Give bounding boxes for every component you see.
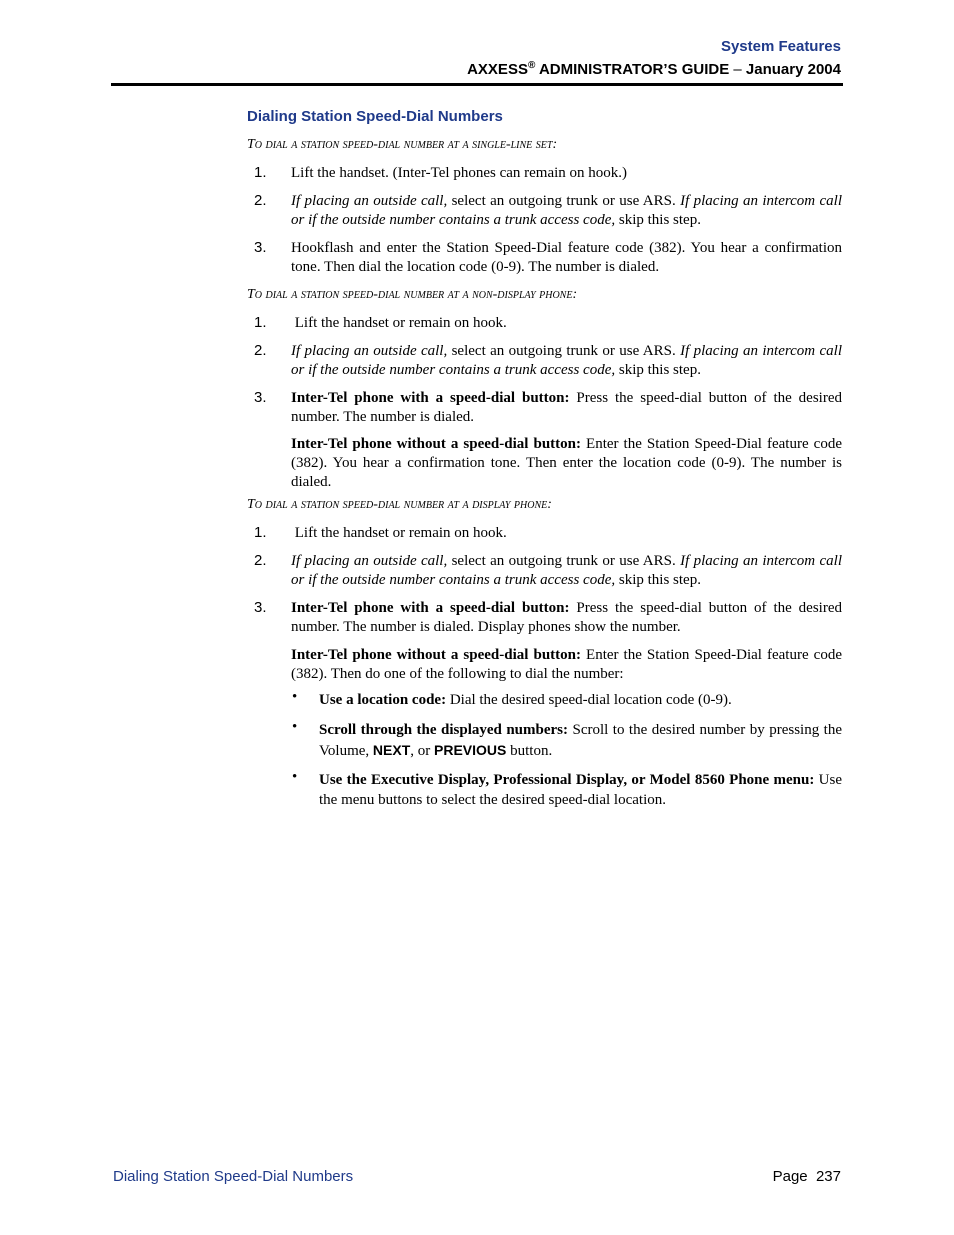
header-section: System Features (720, 38, 841, 55)
step-number: 3. (254, 389, 267, 406)
header-rule (111, 83, 843, 86)
bullet-icon: • (292, 719, 298, 735)
section-title: Dialing Station Speed-Dial Numbers (247, 108, 503, 125)
step-text: If placing an outside call, select an outgoing trunk or use ARS. If placing an intercom call or if the outside number contains a trunk access code, skip this step. (291, 343, 842, 378)
guide-dash: – (729, 61, 746, 78)
step-number: 1. (254, 524, 267, 541)
step-number: 2. (254, 552, 267, 569)
step-number: 2. (254, 192, 267, 209)
guide-date: January 2004 (745, 61, 841, 78)
procedure-heading-display: To dial a station speed-dial number at a display phone: (247, 497, 552, 512)
procedure-heading-non-display: To dial a station speed-dial number at a non-display phone: (247, 287, 578, 302)
guide-prefix: AXXESS (467, 61, 528, 78)
page-number: Page 237 (772, 1168, 841, 1185)
bullet-text: Scroll through the displayed numbers: Scroll to the desired number by pressing the Volume, NEXT, or PREVIOUS button. (319, 722, 843, 759)
step-text: If placing an outside call, select an outgoing trunk or use ARS. If placing an intercom call or if the outside number contains a trunk access code, skip this step. (291, 193, 842, 228)
step-text: Hookflash and enter the Station Speed-Dial feature code (382). You hear a confirmation tone. Then dial the location code (0-9). The number is dialed. (291, 240, 842, 275)
step-text: Lift the handset or remain on hook. (291, 315, 507, 331)
bullet-text: Use the Executive Display, Professional Display, or Model 8560 Phone menu: Use the menu buttons to select the desired speed-dial location. (319, 772, 843, 808)
step-number: 2. (254, 342, 267, 359)
header-guide-title (467, 60, 841, 78)
step-number: 3. (254, 599, 267, 616)
step-text: If placing an outside call, select an outgoing trunk or use ARS. If placing an intercom call or if the outside number contains a trunk access code, skip this step. (291, 553, 842, 588)
step-number: 1. (254, 164, 267, 181)
step-text: Inter-Tel phone with a speed-dial button: Press the speed-dial button of the desired number. The number is dialed. (291, 390, 842, 425)
step-number: 1. (254, 314, 267, 331)
previous-button-label: PREVIOUS (434, 742, 507, 758)
bullet-icon: • (292, 769, 298, 785)
guide-suffix: ADMINISTRATOR’S GUIDE (535, 61, 730, 78)
step-text-alternate: Inter-Tel phone without a speed-dial button: Enter the Station Speed-Dial feature code (382). Then do one of the following to dial the number: (291, 647, 842, 682)
step-text: Lift the handset. (Inter-Tel phones can remain on hook.) (291, 165, 628, 181)
footer-section-title: Dialing Station Speed-Dial Numbers (113, 1168, 354, 1185)
next-button-label: NEXT (372, 742, 411, 758)
step-text: Lift the handset or remain on hook. (291, 525, 507, 541)
step-text: Inter-Tel phone with a speed-dial button: Press the speed-dial button of the desired number. The number is dialed. Display phones show the number. (291, 600, 842, 635)
procedure-heading-single-line: To dial a station speed-dial number at a single-line set: (247, 137, 558, 152)
step-text-alternate: Inter-Tel phone without a speed-dial button: Enter the Station Speed-Dial feature code (382). You hear a confirmation tone. Then enter the location code (0-9). The number is dialed. (291, 436, 842, 490)
bullet-text: Use a location code: Dial the desired speed-dial location code (0-9). (319, 692, 732, 708)
step-number: 3. (254, 239, 267, 256)
bullet-icon: • (292, 689, 298, 705)
registered-mark: ® (527, 60, 536, 71)
